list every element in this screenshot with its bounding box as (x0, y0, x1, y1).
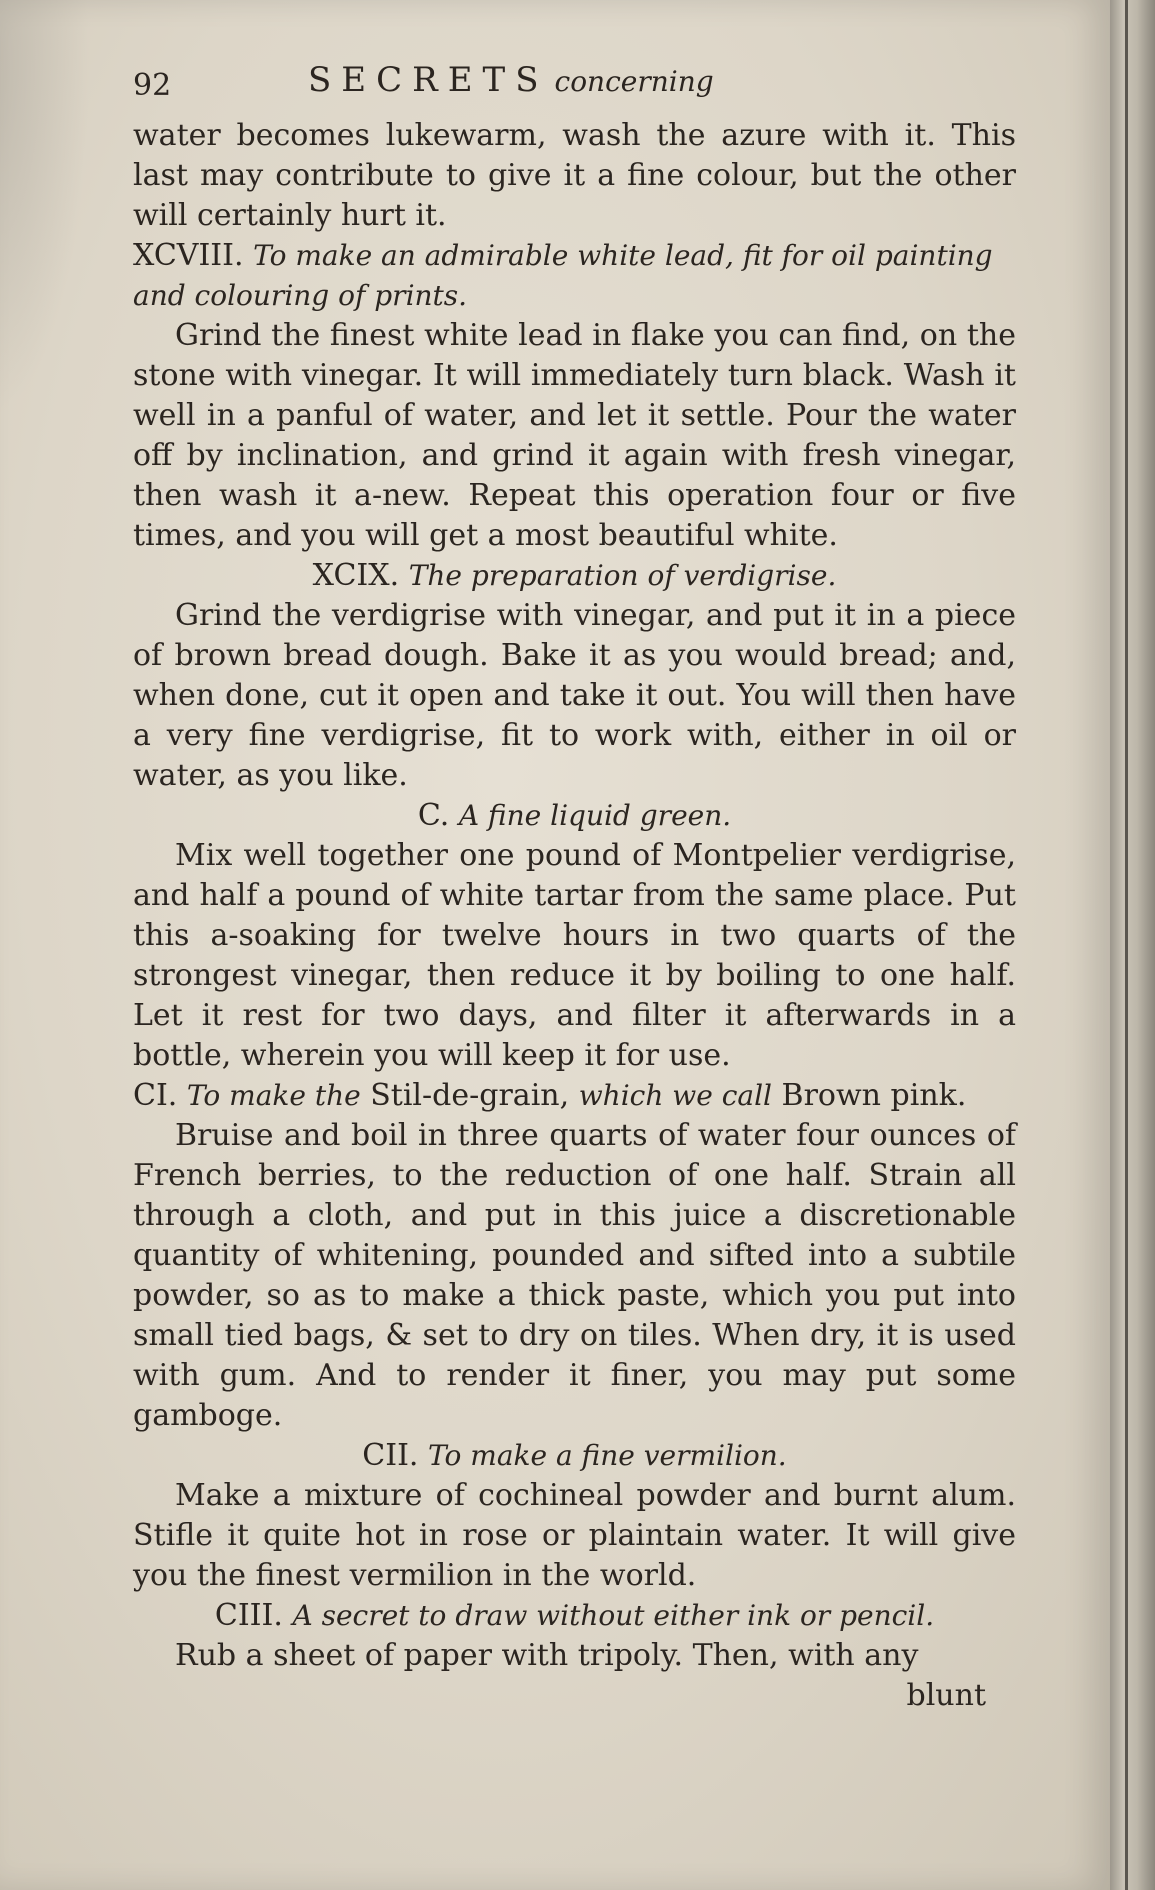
recipe-number: CII. (362, 1438, 419, 1473)
recipe-title: A secret to draw without either ink or pencil. (292, 1599, 935, 1632)
recipe-title: To make an admirable white lead, fit for oil painting and colouring of prints. (133, 239, 993, 312)
gutter-shadow (1125, 0, 1128, 1890)
recipe-body-draw-secret: Rub a sheet of paper with tripoly. Then, with any (175, 1638, 919, 1673)
recipe-title-roman-2: Brown pink. (781, 1078, 967, 1113)
recipe-body-liquid-green: Mix well together one pound of Montpelier verdigrise, and half a pound of white tartar from the same place. Put this a-soaking for twelve hours in two quarts of the strongest vinegar, then reduce it by boiling to one half. Let it rest for two days, and filter it afterwards in a bottle, wherein you will keep it for use. (133, 838, 1016, 1073)
running-title (308, 60, 714, 102)
recipe-body-white-lead: Grind the finest white lead in flake you can find, on the stone with vinegar. It will immediately turn black. Wash it well in a panful of water, and let it settle. Pour the water off by inclination, and grind it again with fresh vinegar, then wash it a-new. Repeat this operation four or five times, and you will get a most beautiful white. (133, 318, 1016, 553)
recipe-number: XCVIII. (133, 238, 244, 273)
recipe-title-cont: which we call (578, 1079, 772, 1112)
book-gutter (1110, 0, 1155, 1890)
recipe-heading-cii (133, 1436, 1016, 1476)
recipe-heading-c (133, 796, 1016, 836)
catchword: blunt (906, 1678, 986, 1713)
page-number: 92 (133, 68, 172, 103)
recipe-number: CIII. (214, 1598, 283, 1633)
paragraph-azure-end: water becomes lukewarm, wash the azure with it. This last may contribute to give it a fine colour, but the other will certainly hurt it. (133, 118, 1016, 233)
recipe-number: XCIX. (312, 558, 400, 593)
recipe-heading-xcix (133, 556, 1016, 596)
running-title-caps: SECRETS (308, 60, 549, 100)
recipe-title: A fine liquid green. (458, 799, 732, 832)
recipe-title: To make the (186, 1079, 361, 1112)
recipe-title: To make a fine vermilion. (428, 1439, 787, 1472)
recipe-number: C. (417, 798, 450, 833)
page-text (133, 60, 1016, 1716)
recipe-heading-ci (133, 1076, 1016, 1116)
running-title-italic: concerning (554, 65, 714, 98)
recipe-title: The preparation of verdigrise. (408, 559, 837, 592)
page-header (133, 60, 1016, 112)
recipe-body-vermilion: Make a mixture of cochineal powder and burnt alum. Stifle it quite hot in rose or plaintain water. It will give you the finest vermilion in the world. (133, 1478, 1016, 1593)
recipe-body-brown-pink: Bruise and boil in three quarts of water four ounces of French berries, to the reduction of one half. Strain all through a cloth, and put in this juice a discretionable quantity of whitening, pounded and sifted into a subtile powder, so as to make a thick paste, which you put into small tied bags, & set to dry on tiles. When dry, it is used with gum. And to render it finer, you may put some gamboge. (133, 1118, 1016, 1433)
recipe-number: CI. (133, 1078, 178, 1113)
recipe-heading-ciii (133, 1596, 1016, 1636)
recipe-body-verdigrise: Grind the verdigrise with vinegar, and put it in a piece of brown bread dough. Bake it as you would bread; and, when done, cut it open and take it out. You will then have a very fine verdigrise, fit to work with, either in oil or water, as you like. (133, 598, 1016, 793)
recipe-title-roman: Stil-de-grain, (370, 1078, 570, 1113)
recipe-heading-xcviii (133, 236, 1016, 316)
